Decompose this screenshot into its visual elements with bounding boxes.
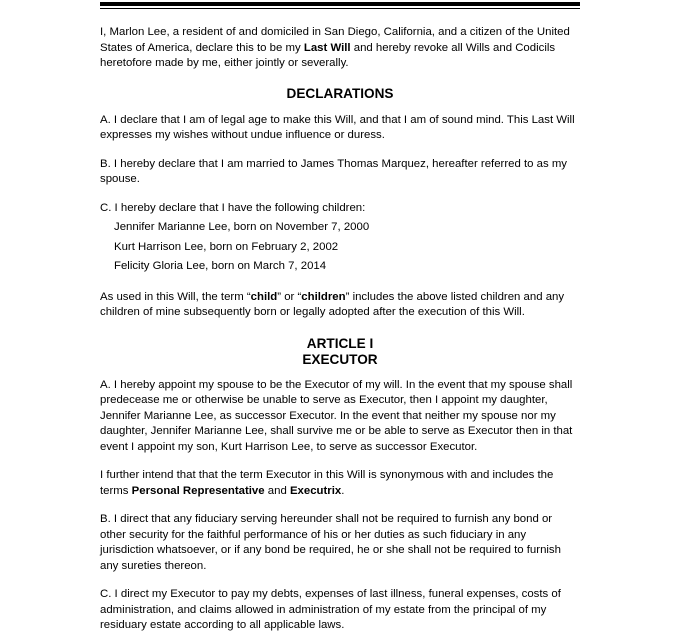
header-rule-thin bbox=[100, 8, 580, 9]
child-term: child bbox=[250, 290, 278, 303]
list-item: Felicity Gloria Lee, born on March 7, 2014 bbox=[114, 260, 327, 272]
executor-c: C. I direct my Executor to pay my debts, expenses of last illness, funeral expenses, costs of administration, and claims allowed in administration of my estate from the principal of my residuary estate according to all applicable laws. bbox=[100, 588, 561, 631]
will-body bbox=[100, 25, 580, 634]
article-heading: ARTICLE I bbox=[306, 335, 374, 351]
declaration-b: B. I hereby declare that I am married to James Thomas Marquez, hereafter referred to as my spouse. bbox=[100, 157, 568, 185]
intro-paragraph: I, Marlon Lee, a resident of and domiciled in San Diego, California, and a citizen of the United States of America, declare this to be my Last Will and hereby revoke all Wills and Codicils heretofore made by me, either jointly or severally. bbox=[100, 26, 570, 69]
personal-representative-term: Personal Representative bbox=[131, 484, 265, 497]
declaration-c: C. I hereby declare that I have the following children: bbox=[100, 201, 366, 214]
children-term: children bbox=[301, 290, 346, 303]
list-item: Kurt Harrison Lee, born on February 2, 2002 bbox=[114, 240, 339, 253]
last-will-term: Last Will bbox=[303, 41, 351, 54]
executrix-term: Executrix bbox=[289, 484, 342, 497]
executor-a: A. I hereby appoint my spouse to be the Executor of my will. In the event that my spouse shall predecease me or otherwise be unable to serve as Executor, then I appoint my daughter, Jennifer Marianne Lee, as successor Executor. In the event that neither my spouse nor my daughter, Jennifer Marianne Lee, shall survive me or be able to serve as Executor then in that event I appoint my son, Kurt Harrison Lee, to serve as successor Executor. bbox=[100, 378, 573, 453]
declaration-a: A. I declare that I am of legal age to make this Will, and that I am of sound mind. This Last Will expresses my wishes without undue influence or duress. bbox=[100, 113, 575, 141]
declarations-heading: DECLARATIONS bbox=[286, 85, 394, 101]
header-rule-thick bbox=[100, 2, 580, 6]
article-subheading: EXECUTOR bbox=[302, 351, 378, 367]
executor-synonym: I further intend that that the term Executor in this Will is synonymous with and includes the terms Personal Representative and Executrix. bbox=[100, 469, 554, 497]
executor-b: B. I direct that any fiduciary serving hereunder shall not be required to furnish any bond or other security for the faithful performance of his or her duties as such fiduciary in any jurisdiction whatsoever, or if any bond be required, he or she shall not be required to furnish any sureties thereon. bbox=[100, 513, 561, 572]
children-list bbox=[100, 218, 580, 277]
list-item: Jennifer Marianne Lee, born on November 7, 2000 bbox=[114, 221, 370, 233]
child-definition: As used in this Will, the term “child” or “children” includes the above listed children and any children of mine subsequently born or legally adopted after the execution of this Will. bbox=[100, 290, 565, 318]
